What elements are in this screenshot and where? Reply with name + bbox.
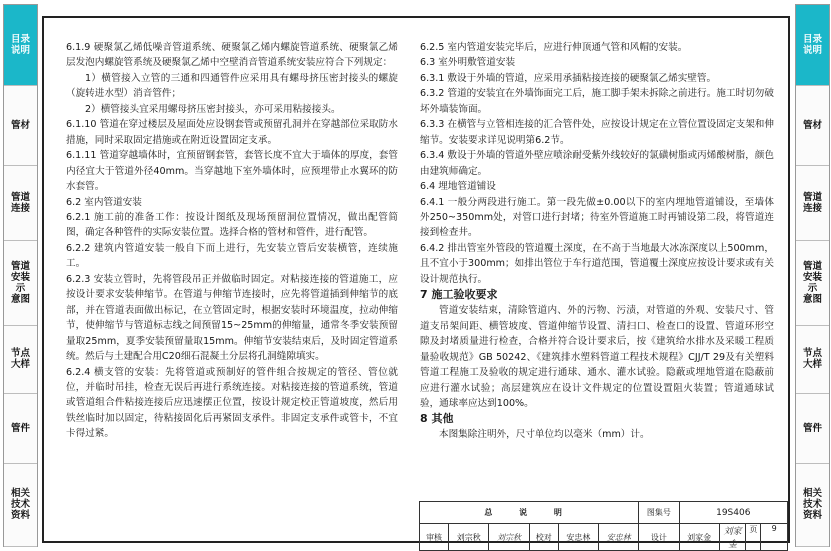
review-label: 审核: [420, 524, 449, 551]
tab-related[interactable]: 相关 技术 资料: [796, 463, 829, 547]
tab-install[interactable]: 管道 安装 示 意图: [796, 240, 829, 326]
atlas-number: 19S406: [679, 502, 787, 524]
paragraph: 6.4.1 一般分两段进行施工。第一段先做±0.00以下的室内埋地管道铺设，至墙体外250~350mm处，对管口进行封堵；待室外管道施工时再铺设第二段，将管道连接到检查井。: [420, 196, 774, 239]
paragraph: 6.3.2 管道的安装宜在外墙饰面完工后，施工脚手架未拆除之前进行。施工时切勿破坏外墙装饰面。: [420, 88, 774, 115]
tab-pipe[interactable]: 管材: [796, 85, 829, 166]
title-block: [419, 501, 788, 551]
design-label: 设计: [639, 524, 679, 551]
doc-title: 总 说 明: [420, 502, 639, 524]
paragraph: 6.2.5 室内管道安装完毕后，应进行伸顶通气管和风帽的安装。: [420, 42, 688, 53]
section-heading: 7 施工验收要求: [420, 288, 498, 302]
paragraph: 2）横管接头宜采用螺母挤压密封接头，亦可采用粘接接头。: [85, 103, 341, 115]
check-name: 安忠林: [558, 524, 598, 551]
tab-pipe[interactable]: 管材: [4, 85, 37, 166]
tab-node[interactable]: 节点 大样: [4, 325, 37, 394]
paragraph: 6.2 室内管道安装: [66, 196, 142, 208]
check-signature: 安忠林: [599, 524, 639, 551]
left-sidebar: [3, 4, 38, 547]
left-text-column: [66, 40, 398, 442]
page-label: 页: [746, 524, 761, 550]
paragraph: 6.3.4 敷设于外墙的管道外壁应喷涂耐受紫外线较好的氯磺树脂或丙烯酸树脂，颜色由建筑师确定。: [420, 150, 774, 177]
tab-fitting[interactable]: 管件: [796, 393, 829, 464]
review-signature: 刘宗秋: [489, 524, 529, 551]
tab-related[interactable]: 相关 技术 资料: [4, 463, 37, 547]
paragraph: 6.3 室外明敷管道安装: [420, 57, 516, 69]
review-name: 刘宗秋: [449, 524, 489, 551]
paragraph: 1）横管接入立管的三通和四通管件应采用具有螺母挤压密封接头的螺旋（旋转进水型）消音管件；: [66, 72, 398, 100]
atlas-label: 图集号: [639, 502, 679, 524]
paragraph: 6.2.2 建筑内管道安装一般自下而上进行，先安装立管后安装横管，连续施工。: [66, 242, 398, 270]
tab-conn[interactable]: 管道 连接: [4, 165, 37, 241]
paragraph: 6.1.11 管道穿越墙体时，宜预留钢套管，套管长度不宜大于墙体的厚度，套管内径宜大于管道外径40mm。当穿越地下室外墙体时，应预埋带止水翼环的防水套管。: [66, 150, 398, 193]
paragraph: 本图集除注明外，尺寸单位均以毫米（mm）计。: [439, 429, 650, 441]
tab-intro[interactable]: 目录 说明: [796, 5, 829, 86]
paragraph: 6.2.1 施工前的准备工作：按设计图纸及现场预留洞位置情况，做出配管简图，确定各种管件的实际安装位置。选择合格的管材和管件，进行配管。: [66, 211, 398, 239]
tab-intro[interactable]: 目录 说明: [4, 5, 37, 86]
paragraph: 6.2.3 安装立管时，先将管段吊正并做临时固定。对粘接连接的管道施工，应按设计要求安装伸缩节。在管道与伸缩节连接时，应先将管道插到伸缩节的底部，并在管道表面做出标记，在立管固定时，根据安装时环境温度，拉动伸缩节，使伸缩节与管道标志线之间预留15~25mm的伸缩量，通常冬季安装预留量取25mm，夏季安装预留量取15mm。伸缩节安装结束后，及时固定管道系统。然后与土建配合用C20细石混凝土分层将孔洞缝隙填实。: [66, 273, 398, 363]
tab-node[interactable]: 节点 大样: [796, 325, 829, 394]
tab-fitting[interactable]: 管件: [4, 393, 37, 464]
paragraph: 6.2.4 横支管的安装：先将管道或预制好的管件组合按规定的管径、管位就位，并临时吊挂，检查无误后再进行系统连接。对粘接连接的管道系统，管道或管道组合件粘接连接后应迅速摆正位置，按设计规定校正管道坡度，然后用铁丝临时加以固定，待粘接固化后再紧固支承件。非固定支承件或管卡，不宜卡得过紧。: [66, 366, 398, 440]
paragraph: 管道安装结束，清除管道内、外的污物、污渍，对管道的外观、安装尺寸、管道支吊架间距、横管坡度、管道伸缩节设置、清扫口、检查口的设置、管道环形空隙及封堵质量进行检查，合格并符合设计要求后，按《建筑给水排水及采暖工程质量验收规范》GB 50242、《建筑排水塑料管道工程技术规程》CJJ/T 29及有关塑料管道工程施工及验收的规定进行通球、通水、灌水试验。隐蔽或埋地管道在隐蔽前应进行灌水试验；高层建筑应在设计文件规定的位置设置阻火装置；管道通球试验，通球率应达到100%。: [420, 305, 774, 409]
section-heading: 8 其他: [420, 412, 454, 426]
paragraph: 6.1.9 硬聚氯乙烯低噪音管道系统、硬聚氯乙烯内螺旋管道系统、硬聚氯乙烯层发泡内螺旋管系统及硬聚氯乙烯中空壁消音管道系统安装应符合下列规定：: [66, 42, 398, 69]
tab-install[interactable]: 管道 安装 示 意图: [4, 240, 37, 326]
page-number: 9: [771, 524, 777, 533]
design-signature: 刘家金: [720, 524, 747, 550]
paragraph: 6.3.1 敷设于外墙的管道，应采用承插粘接连接的硬聚氯乙烯实壁管。: [420, 72, 717, 84]
paragraph: 6.4.2 排出管室外管段的管道覆土深度，在不高于当地最大冰冻深度以上500mm，且不宜小于300mm；如排出管位于车行道范围，管道覆土深度应按设计要求或有关设计规范执行。: [420, 242, 774, 285]
right-text-column: [420, 40, 774, 443]
paragraph: 6.4 埋地管道铺设: [420, 181, 496, 193]
design-name: 刘家金: [679, 524, 719, 551]
tab-conn[interactable]: 管道 连接: [796, 165, 829, 241]
paragraph: 6.1.10 管道在穿过楼层及屋面处应设钢套管或预留孔洞并在穿越部位采取防水措施，同时采取固定措施或在附近设置固定支承。: [66, 119, 398, 146]
right-sidebar: [795, 4, 830, 547]
check-label: 校对: [529, 524, 558, 551]
paragraph: 6.3.3 在横管与立管相连接的汇合管件处，应按设计规定在立管位置设固定支架和伸缩节。安装要求详见说明第6.2节。: [420, 119, 774, 146]
